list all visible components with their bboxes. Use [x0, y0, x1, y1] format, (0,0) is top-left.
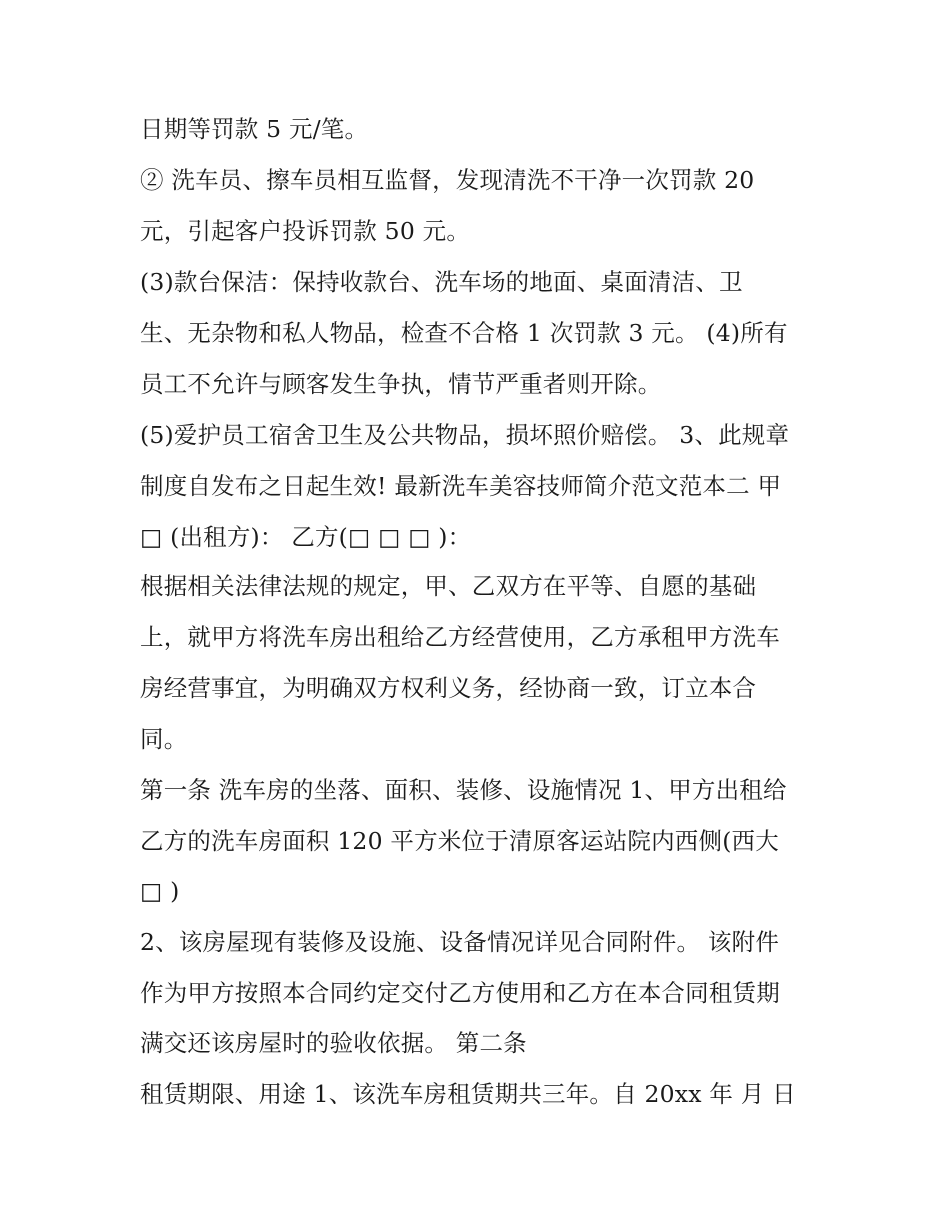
- text-line: 作为甲方按照本合同约定交付乙方使用和乙方在本合同租赁期: [140, 979, 780, 1007]
- text-line: 2、该房屋现有装修及设施、设备情况详见合同附件。 该附件: [140, 928, 780, 956]
- text-line: (3)款台保洁：保持收款台、洗车场的地面、桌面清洁、卫: [140, 268, 743, 296]
- text-line: 满交还该房屋时的验收依据。 第二条: [140, 1029, 527, 1057]
- text-line: (5)爱护员工宿舍卫生及公共物品，损坏照价赔偿。 3、此规章: [140, 421, 790, 449]
- text-line: 元，引起客户投诉罚款 50 元。: [140, 217, 471, 245]
- text-line: 日期等罚款 5 元/笔。: [140, 115, 369, 143]
- text-line: 员工不允许与顾客发生争执，情节严重者则开除。: [140, 370, 662, 398]
- text-line: 上，就甲方将洗车房出租给乙方经营使用，乙方承租甲方洗车: [140, 623, 780, 651]
- text-line: 房经营事宜，为明确双方权利义务，经协商一致，订立本合: [140, 674, 757, 702]
- text-line: 同。: [140, 725, 188, 753]
- text-line: 乙方的洗车房面积 120 平方米位于清原客运站院内西侧(西大: [140, 827, 779, 855]
- text-line: 第一条 洗车房的坐落、面积、装修、设施情况 1、甲方出租给: [140, 776, 787, 804]
- text-line: 租赁期限、用途 1、该洗车房租赁期共三年。自 20xx 年 月 日: [140, 1080, 796, 1108]
- text-line: □ (出租方)： 乙方(□ □ □ )：: [140, 523, 472, 551]
- text-line: 制度自发布之日起生效! 最新洗车美容技师简介范文范本二 甲: [140, 472, 782, 500]
- text-line: 生、无杂物和私人物品，检查不合格 1 次罚款 3 元。 (4)所有: [140, 319, 788, 347]
- text-line: ② 洗车员、擦车员相互监督，发现清洗不干净一次罚款 20: [140, 166, 755, 194]
- text-line: 根据相关法律法规的规定，甲、乙双方在平等、自愿的基础: [140, 572, 757, 600]
- text-line: □ ): [140, 877, 180, 905]
